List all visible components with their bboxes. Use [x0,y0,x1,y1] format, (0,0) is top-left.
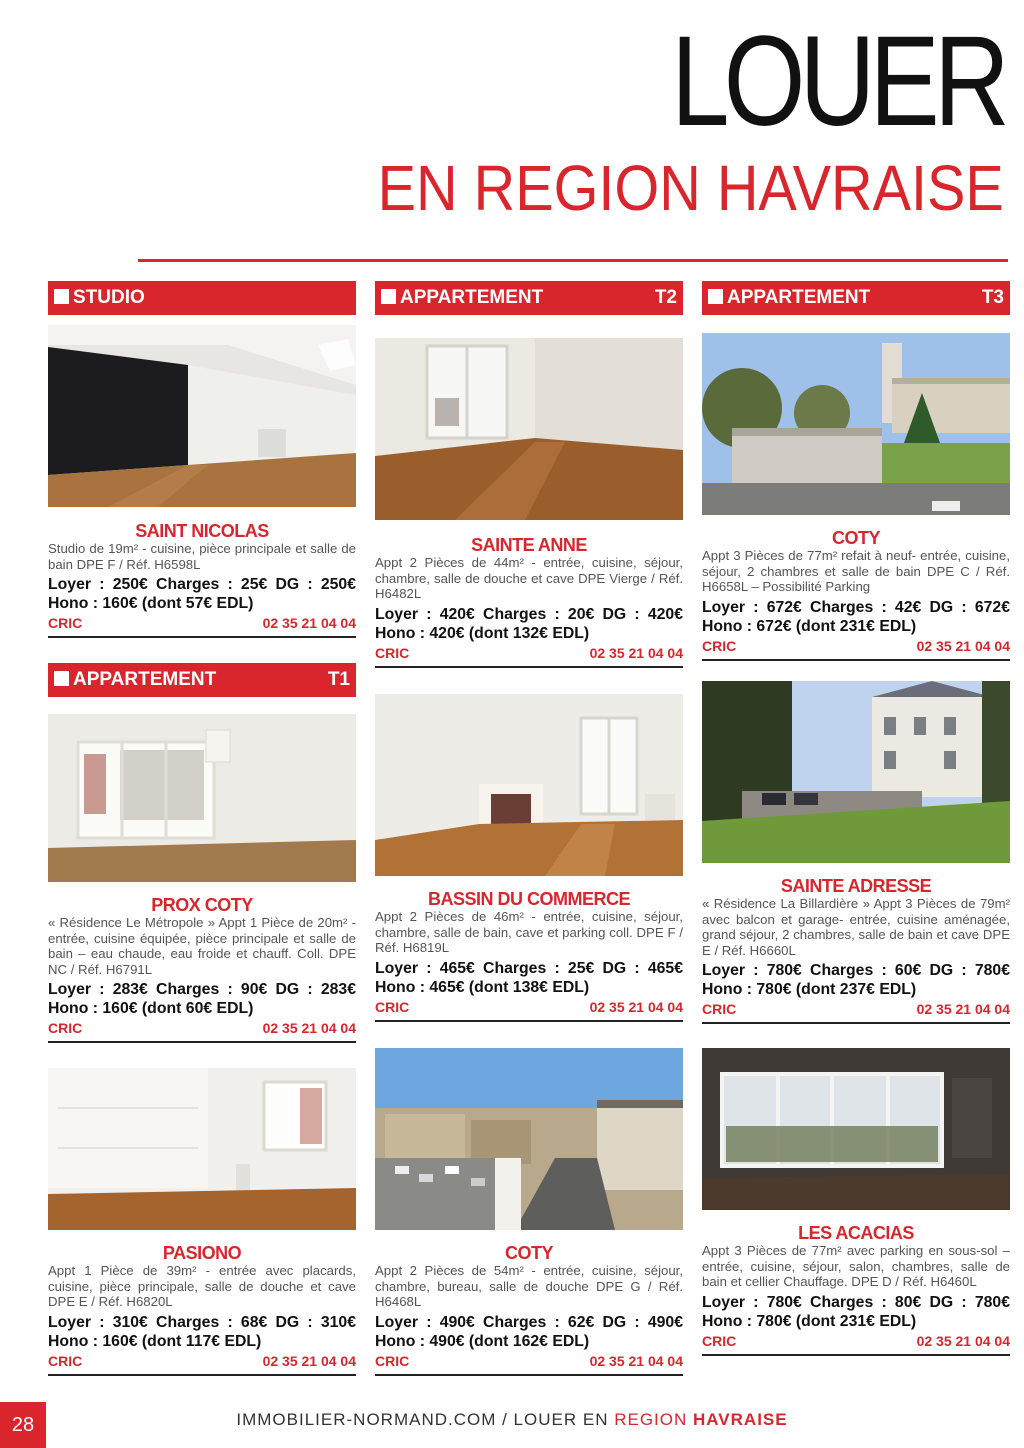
listing-description: Appt 2 Pièces de 54m² - entrée, cuisine, séjour, chambre, bureau, salle de douche DPE G / Réf. H6468L [375,1263,683,1310]
agency-name: CRIC [702,1332,737,1349]
listing-fees: Hono : 420€ (dont 132€ EDL) [375,624,590,642]
listing-sainte-anne [375,535,683,668]
listing-fees: Hono : 780€ (dont 237€ EDL) [702,981,917,999]
listing-photo-coty-t2 [375,1048,683,1230]
listing-name: SAINT NICOLAS [135,521,269,541]
agency-phone[interactable]: 02 35 21 04 04 [589,1352,683,1369]
page-title: LOUER [671,10,1004,153]
listing-name: PASIONO [162,1243,242,1263]
listing-fees: Hono : 490€ (dont 162€ EDL) [375,1332,590,1350]
listing-contact [702,637,1010,661]
listing-fees: Hono : 160€ (dont 57€ EDL) [48,595,254,613]
category-label: APPARTEMENT [73,669,217,690]
listing-saint-nicolas [48,521,356,638]
listing-bassin-du-commerce [375,889,683,1022]
listing-contact [702,1332,1010,1356]
category-bar-appartement-t1 [48,663,356,697]
listing-contact [702,1000,1010,1024]
listing-coty-t2 [375,1243,683,1376]
listing-description: Appt 2 Pièces de 44m² - entrée, cuisine, séjour, chambre, salle de douche et cave DPE Vierge / Réf. H6482L [375,555,683,602]
listing-photo-prox-coty [48,714,356,882]
footer-site-link[interactable]: IMMOBILIER-NORMAND.COM / LOUER EN [236,1410,609,1429]
agency-phone[interactable]: 02 35 21 04 04 [262,1020,356,1037]
listing-photo-sainte-anne [375,338,683,520]
listing-fees: Hono : 160€ (dont 117€ EDL) [48,1332,262,1350]
page-number: 28 [0,1402,46,1448]
listing-name: SAINTE ADRESSE [780,876,932,896]
agency-name: CRIC [48,615,83,632]
footer-region-bold: HAVRAISE [693,1410,788,1429]
category-label: STUDIO [73,287,145,308]
agency-phone[interactable]: 02 35 21 04 04 [589,644,683,661]
category-label: APPARTEMENT [727,287,871,308]
listing-price: Loyer : 250€ Charges : 25€ DG : 250€ [48,576,356,594]
category-bar-appartement-t2 [375,281,683,315]
listing-description: Appt 1 Pièce de 39m² - entrée avec placards, cuisine, pièce principale, salle de douche et cave DPE E / Réf. H6820L [48,1263,356,1310]
listing-contact [375,644,683,668]
listing-sainte-adresse [702,876,1010,1024]
listing-coty-t3 [702,528,1010,661]
listing-pasiono [48,1243,356,1376]
agency-phone[interactable]: 02 35 21 04 04 [262,615,356,632]
listing-contact [48,1352,356,1376]
category-tag: T2 [654,287,677,308]
agency-name: CRIC [702,637,737,654]
listing-price: Loyer : 465€ Charges : 25€ DG : 465€ [375,959,683,977]
agency-phone[interactable]: 02 35 21 04 04 [262,1352,356,1369]
listing-price: Loyer : 310€ Charges : 68€ DG : 310€ [48,1313,356,1331]
category-bar-appartement-t3 [702,281,1010,315]
listing-description: « Résidence Le Métropole » Appt 1 Pièce de 20m² - entrée, cuisine équipée, pièce principale et salle de bain – eau chaude, eau froide et chauff. Coll. DPE NC / Réf. H6791L [48,915,356,977]
agency-phone[interactable]: 02 35 21 04 04 [916,637,1010,654]
agency-name: CRIC [702,1001,737,1018]
category-tag: T1 [327,669,350,690]
listing-photo-pasiono [48,1068,356,1230]
listing-fees: Hono : 160€ (dont 60€ EDL) [48,1000,254,1018]
listing-contact [375,998,683,1022]
listing-contact [375,1352,683,1376]
listing-description: Appt 2 Pièces de 46m² - entrée, cuisine, séjour, chambre, salle de bain, cave et parking coll. DPE F / Réf. H6819L [375,909,683,956]
listing-contact [48,1019,356,1043]
agency-phone[interactable]: 02 35 21 04 04 [916,1001,1010,1018]
listing-fees: Hono : 465€ (dont 138€ EDL) [375,978,590,996]
square-bullet-icon [54,289,69,304]
category-label: APPARTEMENT [400,287,544,308]
listing-photo-saint-nicolas [48,325,356,507]
listing-description: Appt 3 Pièces de 77m² refait à neuf- entrée, cuisine, séjour, 2 chambres et salle de bain DPE C / Réf. H6658L – Possibilité Parking [702,548,1010,595]
square-bullet-icon [708,289,723,304]
agency-name: CRIC [48,1020,83,1037]
listing-description: Studio de 19m² - cuisine, pièce principale et salle de bain DPE F / Réf. H6598L [48,541,356,572]
listing-fees: Hono : 780€ (dont 231€ EDL) [702,1312,917,1330]
listing-photo-bassin-du-commerce [375,694,683,876]
listing-name: COTY [831,528,880,548]
square-bullet-icon [381,289,396,304]
agency-name: CRIC [48,1352,83,1369]
listing-prox-coty [48,895,356,1043]
title-divider [138,259,1008,262]
listing-fees: Hono : 672€ (dont 231€ EDL) [702,617,917,635]
footer-breadcrumb [0,1410,1024,1430]
footer-region: REGION [614,1410,688,1429]
listing-description: « Résidence La Billardière » Appt 3 Pièces de 79m² avec balcon et garage- entrée, cuisine aménagée, grand séjour, 2 chambres, salle de bain et cave DPE E / Réf. H6660L [702,896,1010,958]
agency-phone[interactable]: 02 35 21 04 04 [589,998,683,1015]
listing-les-acacias [702,1223,1010,1356]
listing-description: Appt 3 Pièces de 77m² avec parking en sous-sol – entrée, cuisine, séjour, salon, chambres, salle de bain et cellier Chauffage. DPE D / Réf. H6460L [702,1243,1010,1290]
agency-name: CRIC [375,644,410,661]
listing-name: LES ACACIAS [798,1223,914,1243]
agency-name: CRIC [375,1352,410,1369]
agency-phone[interactable]: 02 35 21 04 04 [916,1332,1010,1349]
listing-photo-coty-t3 [702,333,1010,515]
listing-name: SAINTE ANNE [471,535,587,555]
listing-price: Loyer : 780€ Charges : 60€ DG : 780€ [702,962,1010,980]
listing-photo-sainte-adresse [702,681,1010,863]
listing-price: Loyer : 780€ Charges : 80€ DG : 780€ [702,1293,1010,1311]
category-bar-studio [48,281,356,315]
agency-name: CRIC [375,998,410,1015]
listing-name: COTY [504,1243,553,1263]
listing-price: Loyer : 420€ Charges : 20€ DG : 420€ [375,605,683,623]
page-subtitle: EN REGION HAVRAISE [377,152,1004,224]
listing-name: PROX COTY [151,895,253,915]
listing-price: Loyer : 490€ Charges : 62€ DG : 490€ [375,1313,683,1331]
square-bullet-icon [54,671,69,686]
listing-contact [48,614,356,638]
category-tag: T3 [981,287,1004,308]
listing-name: BASSIN DU COMMERCE [427,889,630,909]
listing-photo-les-acacias [702,1048,1010,1210]
listing-price: Loyer : 283€ Charges : 90€ DG : 283€ [48,981,356,999]
listing-price: Loyer : 672€ Charges : 42€ DG : 672€ [702,598,1010,616]
